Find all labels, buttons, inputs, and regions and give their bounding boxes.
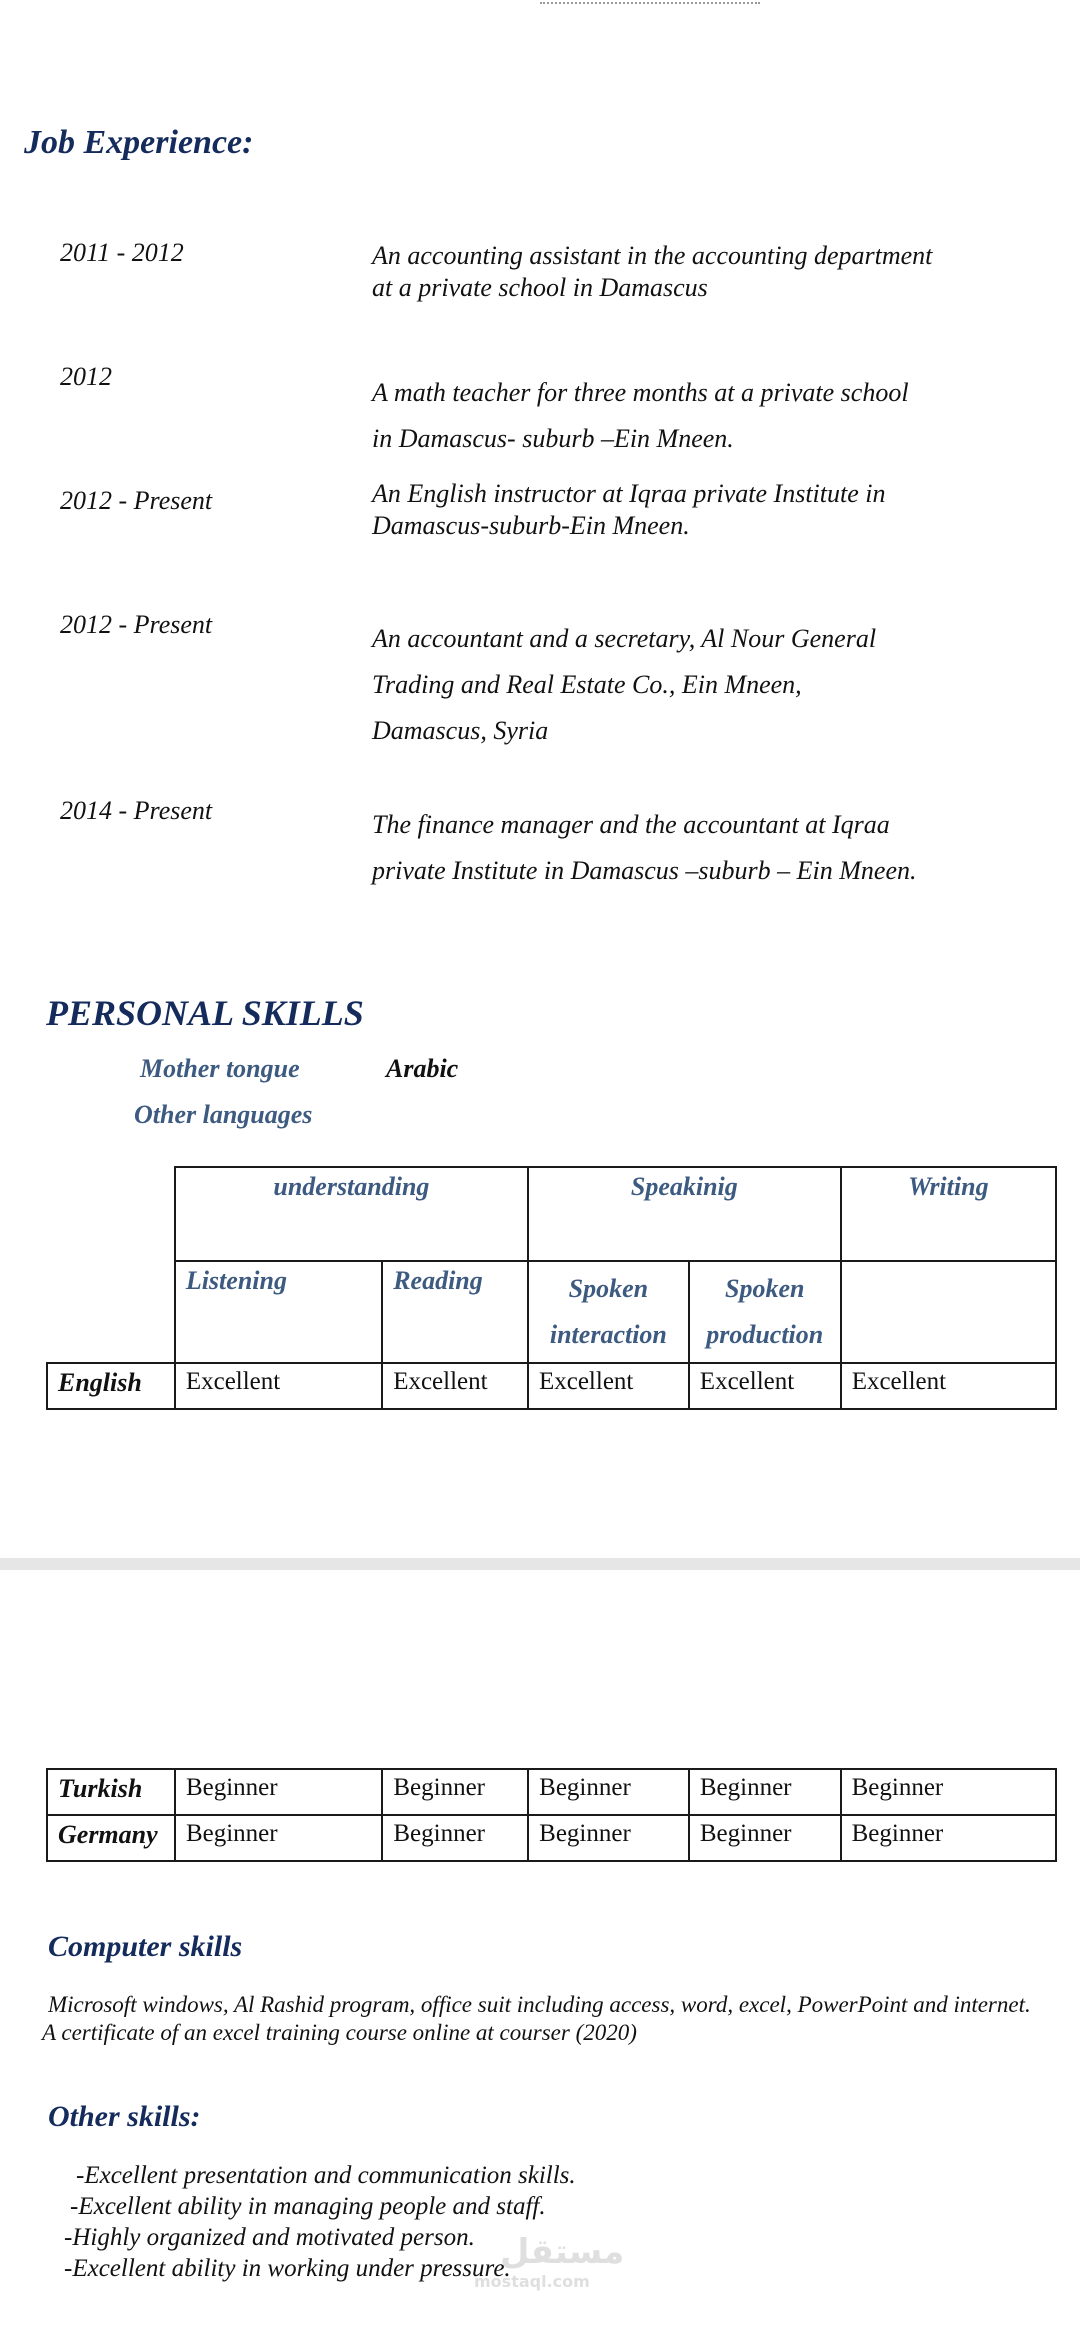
level-cell: Excellent — [689, 1363, 841, 1409]
job-line: An accountant and a secretary, Al Nour General — [372, 624, 877, 653]
job-description — [372, 478, 1072, 542]
empty-corner-cell — [47, 1261, 175, 1363]
job-date: 2012 - Present — [60, 610, 213, 639]
other-skill-item: -Excellent presentation and communication skills. — [76, 2162, 576, 2189]
table-subheader-row — [47, 1261, 1056, 1363]
subheader-spoken-production: Spoken production — [689, 1261, 841, 1363]
job-date: 2011 - 2012 — [60, 238, 184, 267]
job-date: 2012 — [60, 362, 112, 391]
empty-corner-cell — [47, 1167, 175, 1261]
job-line: Damascus-suburb-Ein Mneen. — [372, 511, 690, 540]
other-skills-heading: Other skills: — [48, 2100, 201, 2133]
job-date: 2012 - Present — [60, 486, 213, 515]
header-writing: Writing — [841, 1167, 1056, 1261]
table-header-row — [47, 1167, 1056, 1261]
job-line: in Damascus- suburb –Ein Mneen. — [372, 424, 734, 453]
job-line: Damascus, Syria — [372, 716, 549, 745]
watermark-url: mostaql.com — [474, 2272, 590, 2291]
subheader-spoken-interaction: Spoken interaction — [528, 1261, 689, 1363]
level-cell: Excellent — [382, 1363, 528, 1409]
job-line: A math teacher for three months at a private school — [372, 378, 909, 407]
level-cell: Beginner — [382, 1815, 528, 1861]
personal-skills-heading: PERSONAL SKILLS — [46, 993, 364, 1033]
job-line: An accounting assistant in the accounting department — [372, 241, 933, 270]
job-date: 2014 - Present — [60, 796, 213, 825]
level-cell: Excellent — [175, 1363, 382, 1409]
level-cell: Beginner — [528, 1769, 689, 1815]
top-cutoff-text-fragment — [540, 0, 760, 4]
job-line: private Institute in Damascus –suburb – Ein Mneen. — [372, 856, 917, 885]
level-cell: Beginner — [175, 1769, 382, 1815]
level-cell: Beginner — [528, 1815, 689, 1861]
job-description — [372, 802, 1072, 894]
header-speaking: Speakinig — [528, 1167, 841, 1261]
table-row — [47, 1363, 1056, 1409]
subheader-listening: Listening — [175, 1261, 382, 1363]
language-name: Turkish — [47, 1769, 175, 1815]
level-cell: Beginner — [689, 1815, 841, 1861]
job-description — [372, 240, 1072, 304]
subheader-reading: Reading — [382, 1261, 528, 1363]
subheader-writing-empty — [841, 1261, 1056, 1363]
page-break-divider — [0, 1558, 1080, 1570]
job-line: at a private school in Damascus — [372, 273, 708, 302]
job-description — [372, 370, 1072, 462]
computer-skills-line: Microsoft windows, Al Rashid program, office suit including access, word, excel, PowerPoint and internet. — [48, 1992, 1031, 2017]
level-cell: Beginner — [382, 1769, 528, 1815]
level-cell: Beginner — [841, 1815, 1056, 1861]
watermark-logo: مستقل — [500, 2232, 625, 2272]
level-cell: Beginner — [689, 1769, 841, 1815]
level-cell: Beginner — [841, 1769, 1056, 1815]
other-skill-item: -Excellent ability in working under pressure. — [64, 2255, 511, 2282]
other-skill-item: -Highly organized and motivated person. — [64, 2224, 475, 2251]
job-line: An English instructor at Iqraa private Institute in — [372, 479, 886, 508]
table-row — [47, 1815, 1056, 1861]
language-name: Germany — [47, 1815, 175, 1861]
level-cell: Excellent — [528, 1363, 689, 1409]
job-line: Trading and Real Estate Co., Ein Mneen, — [372, 670, 802, 699]
job-line: The finance manager and the accountant at Iqraa — [372, 810, 890, 839]
level-cell: Beginner — [175, 1815, 382, 1861]
computer-skills-heading: Computer skills — [48, 1930, 243, 1963]
job-description — [372, 616, 1072, 754]
language-table — [46, 1166, 1057, 1410]
computer-skills-certificate: A certificate of an excel training course online at courser (2020) — [42, 2020, 637, 2045]
level-cell: Excellent — [841, 1363, 1056, 1409]
mother-tongue-label: Mother tongue — [140, 1054, 300, 1083]
header-understanding: understanding — [175, 1167, 528, 1261]
other-languages-label: Other languages — [134, 1100, 313, 1129]
language-name: English — [47, 1363, 175, 1409]
table-row — [47, 1769, 1056, 1815]
job-experience-heading: Job Experience: — [24, 124, 254, 161]
mother-tongue-value: Arabic — [386, 1054, 459, 1083]
language-table-continued — [46, 1768, 1057, 1862]
other-skill-item: -Excellent ability in managing people and staff. — [70, 2193, 546, 2220]
